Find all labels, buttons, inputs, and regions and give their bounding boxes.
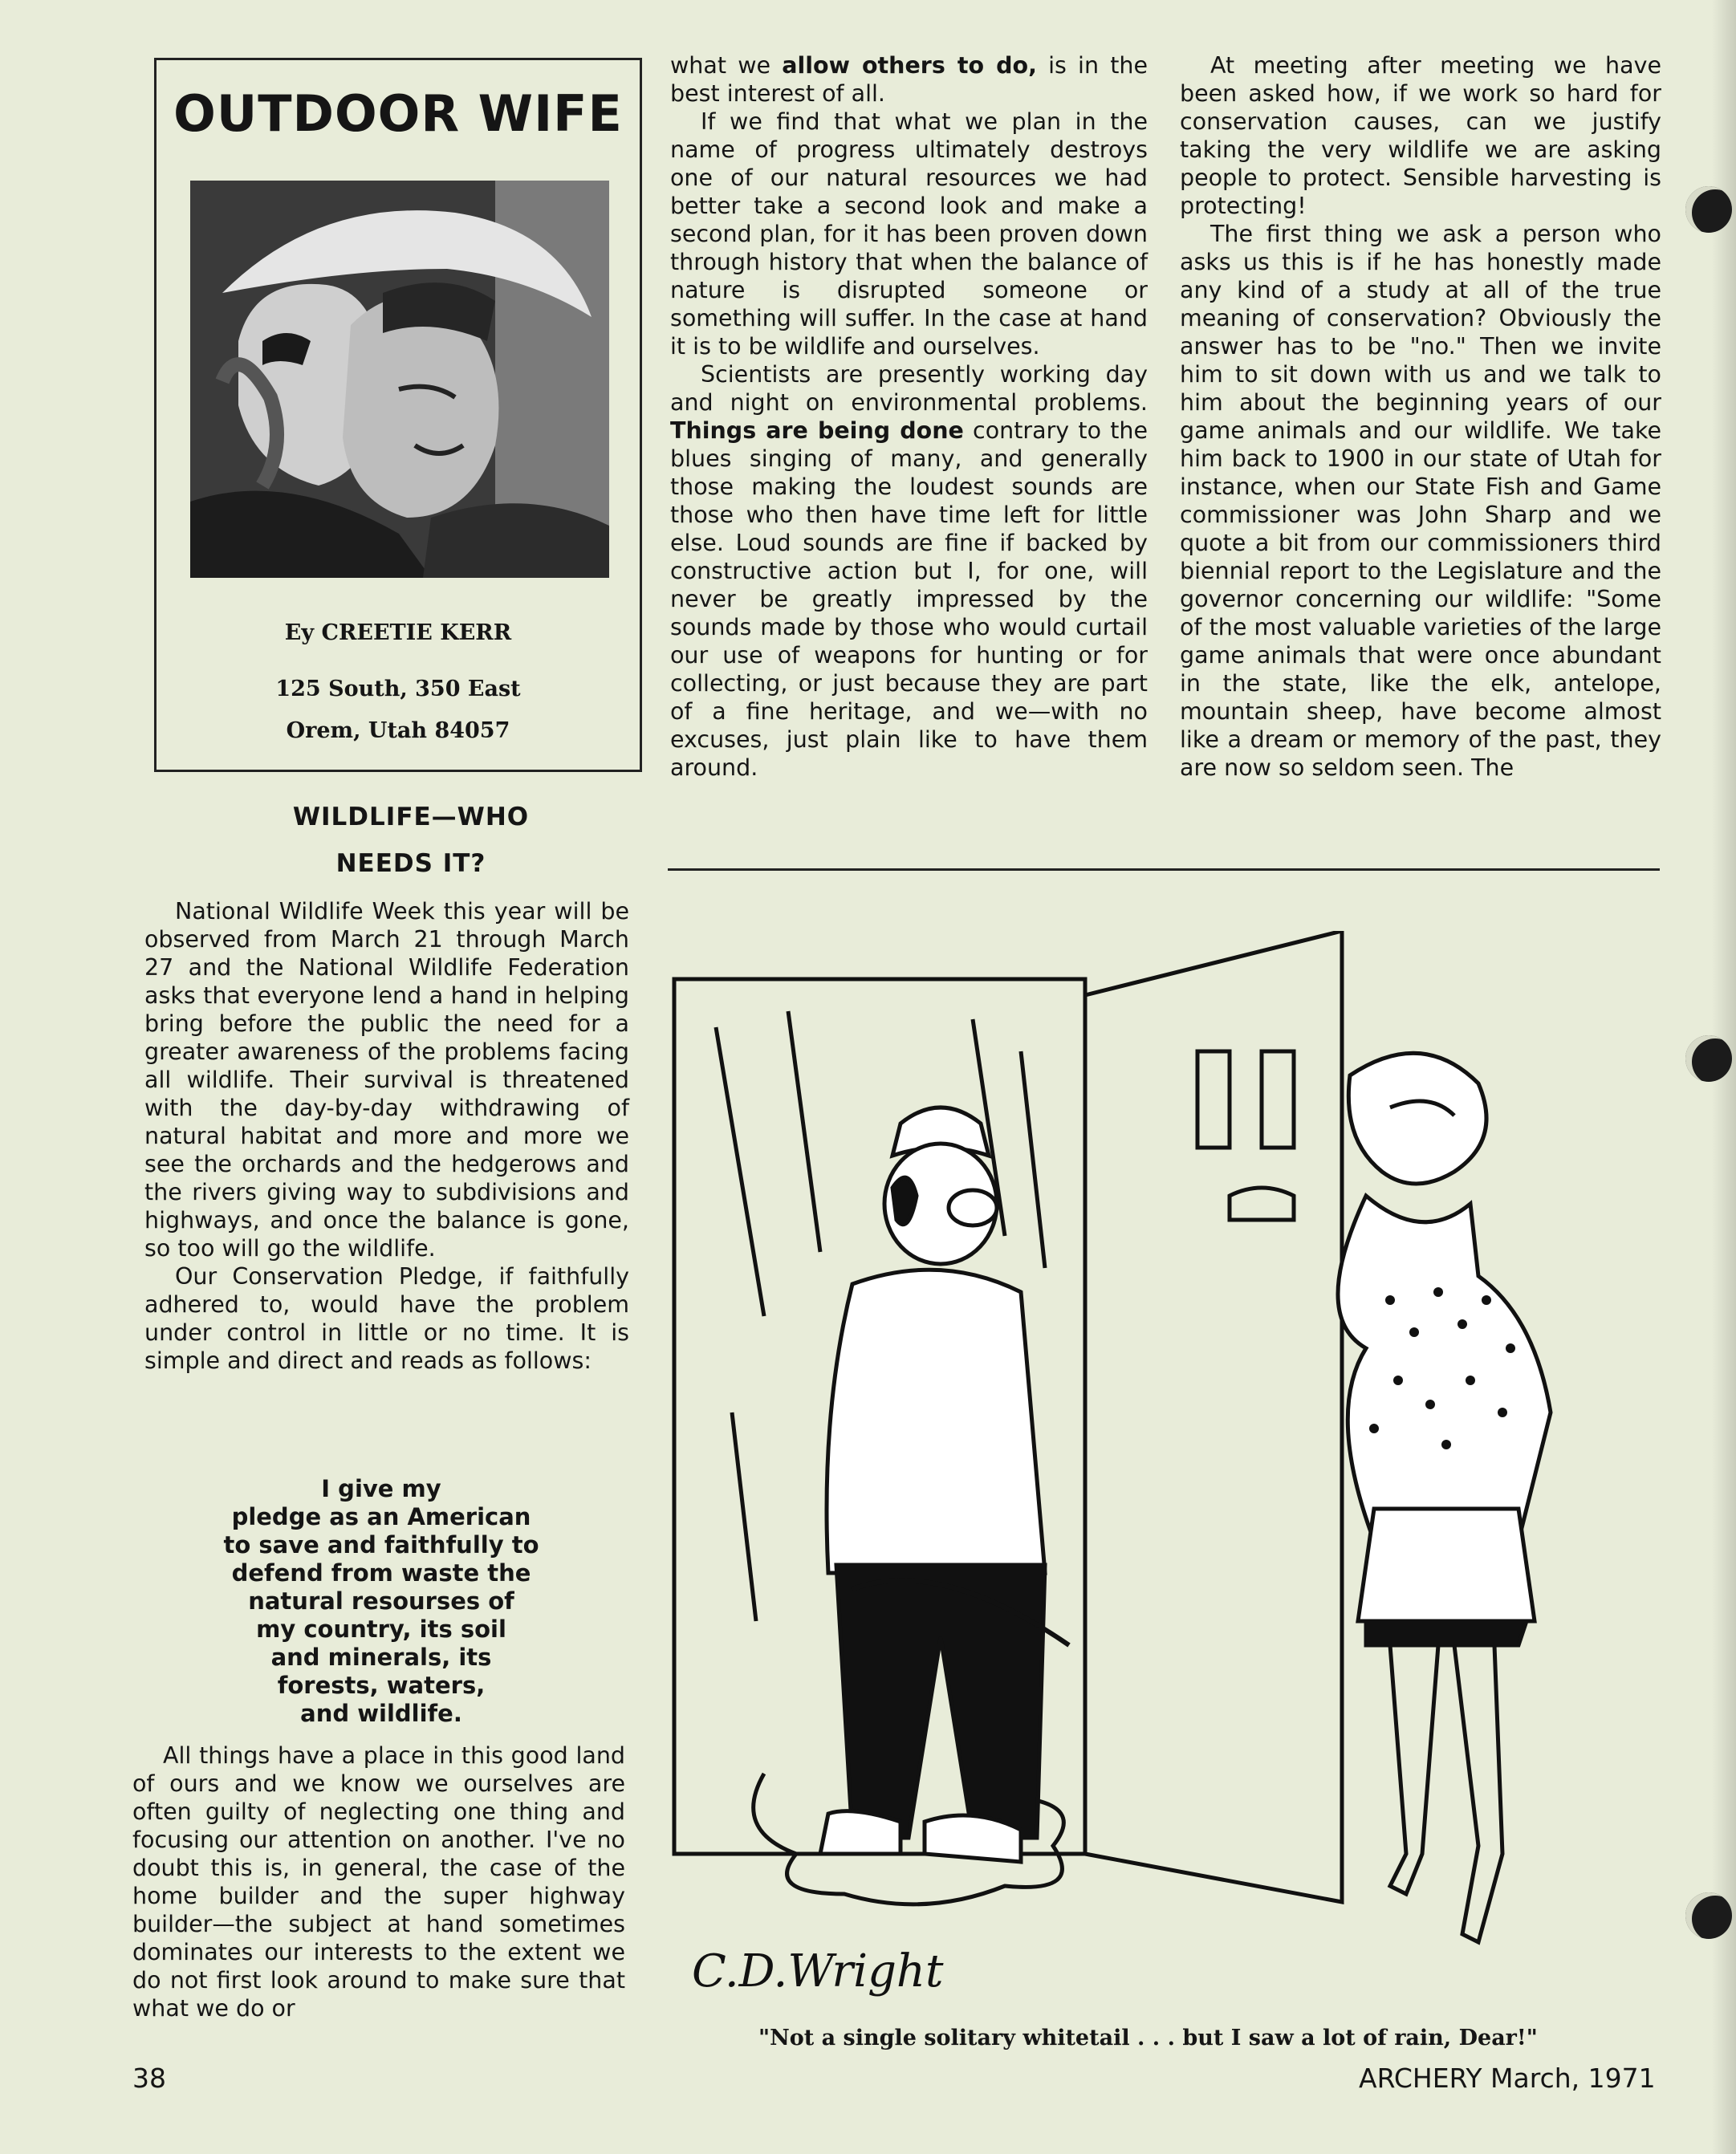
page-number: 38 (132, 2063, 166, 2094)
cartoon-illustration (668, 931, 1660, 1998)
pledge-line: I give my (321, 1475, 441, 1502)
address-line-2: Orem, Utah 84057 (286, 718, 510, 743)
bold-phrase: allow others to do, (782, 52, 1037, 79)
right-column (1180, 51, 1661, 782)
pledge-line: pledge as an American (231, 1503, 531, 1530)
binder-hole-bottom (1685, 1892, 1732, 1939)
binder-hole-middle (1685, 1035, 1732, 1082)
article-heading-line-2: NEEDS IT? (335, 849, 486, 878)
paragraph: All things have a place in this good land of ours and we know we ourselves are often guilty of neglecting one thing and focusing our attention on another. I've no doubt this is, in general, the case of the home builder and the super highway builder—the subject at hand sometimes dominates our interests to the extent we do not first look around to make sure that what we do or (132, 1742, 625, 2022)
left-column-top (144, 897, 629, 1375)
conservation-pledge (201, 1475, 562, 1728)
pledge-line: defend from waste the (231, 1559, 531, 1587)
column-title: OUTDOOR WIFE (173, 84, 623, 143)
magazine-footer: ARCHERY March, 1971 (1359, 2063, 1656, 2094)
pledge-line: forests, waters, (277, 1672, 486, 1699)
bold-phrase: Things are being done (670, 417, 964, 444)
author-byline: Ey CREETIE KERR (284, 620, 512, 645)
author-photo-illustration (190, 181, 609, 578)
section-divider (668, 868, 1660, 871)
left-column-bottom (132, 1741, 625, 2022)
paragraph: Scientists are presently working day and night on environmental problems. Things are being done contrary to the blues singing of many, and generally those making the loudest sounds are those who then have time left for little else. Loud sounds are fine if backed by constructive action but I, for one, will never be greatly impressed by the sounds made by those who would curtail our use of weapons for hunting or for collecting, or just because they are part of a fine heritage, and we—with no excuses, just plain like to have them around. (670, 361, 1148, 781)
pledge-line: and minerals, its (270, 1644, 492, 1671)
paragraph: At meeting after meeting we have been asked how, if we work so hard for conservation causes, can we justify taking the very wildlife we are asking people to protect. Sensible harvesting is protecting! (1180, 52, 1661, 219)
cartoon-caption: "Not a single solitary whitetail . . . but I saw a lot of rain, Dear!" (758, 2026, 1538, 2050)
cartoon-drawing (668, 931, 1660, 1998)
pledge-line: and wildlife. (300, 1700, 462, 1727)
paragraph: what we allow others to do, is in the best interest of all. (670, 52, 1148, 107)
pledge-line: natural resourses of (248, 1587, 514, 1615)
address-line-1: 125 South, 350 East (275, 677, 521, 701)
middle-column (670, 51, 1148, 782)
paragraph: If we find that what we plan in the name of progress ultimately destroys one of our natural resources we had better take a second look and make a second plan, for it has been proven down through history that when the balance of nature is disrupted someone or something will suffer. In the case at hand it is to be wildlife and ourselves. (670, 108, 1148, 360)
binder-hole-top (1685, 186, 1732, 233)
author-photo (190, 181, 609, 578)
column-header-box (154, 58, 642, 772)
pledge-line: my country, its soil (256, 1616, 506, 1643)
pledge-line: to save and faithfully to (223, 1531, 539, 1559)
paragraph: Our Conservation Pledge, if faithfully adhered to, would have the problem under control in little or no time. It is simple and direct and reads as follows: (144, 1263, 629, 1374)
paragraph: The first thing we ask a person who asks us this is if he has honestly made any kind of a study at all of the true meaning of conservation? Obviously the answer has to be "no." Then we invite him to sit down with us and we talk to him about the beginning years of our game animals and our wildlife. We take him back to 1900 in our state of Utah for instance, when our State Fish and Game commissioner was John Sharp and we quote a bit from our commissioners third biennial report to the Legislature and the governor concerning our wildlife: "Some of the most valuable varieties of the large game animals that were once abundant in the state, like the elk, antelope, mountain sheep, have become almost like a dream or memory of the past, they are now so seldom seen. The (1180, 221, 1661, 781)
paragraph: National Wildlife Week this year will be observed from March 21 through March 27 and the National Wildlife Federation asks that everyone lend a hand in helping bring before the public the need for a greater awareness of the problems facing all wildlife. Their survival is threatened with the day-by-day withdrawing of natural habitat and more and more we see the orchards and the hedgerows and the rivers giving way to subdivisions and highways, and once the balance is gone, so too will go the wildlife. (144, 898, 629, 1262)
article-heading-line-1: WILDLIFE—WHO (292, 803, 530, 831)
artist-signature: C.D.Wright (692, 1945, 944, 1998)
